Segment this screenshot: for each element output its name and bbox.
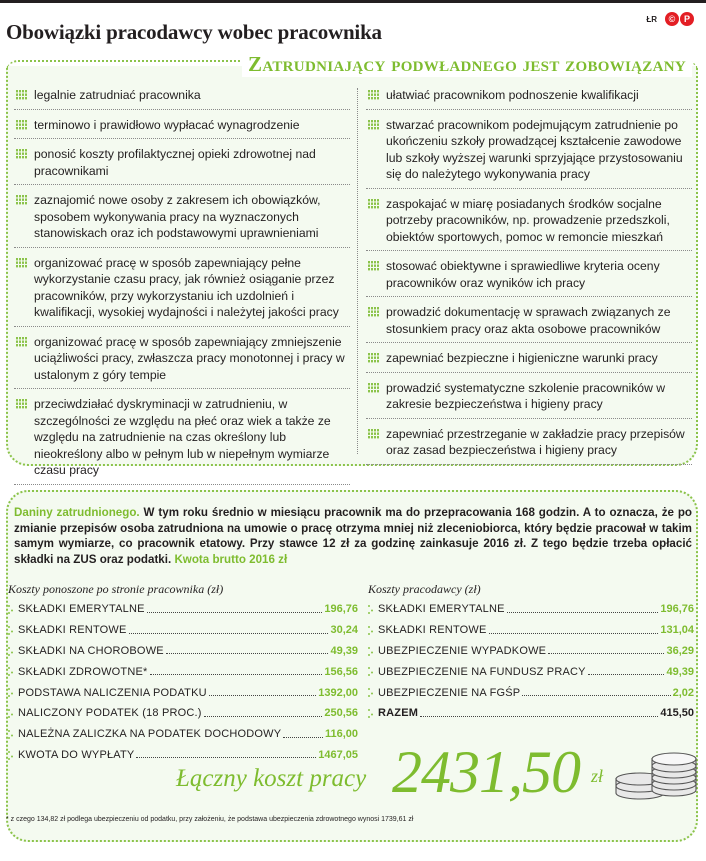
grid-bullet-icon [368,353,380,363]
employee-costs-rows [8,599,358,765]
total-cost-unit: zł [591,766,604,786]
cost-value: 2,02 [672,686,694,699]
employer-costs-heading: Koszty pracodawcy (zł) [368,582,481,596]
grid-bullet-icon [16,90,28,100]
grid-bullet-icon [16,258,28,268]
duties-left-column [14,86,350,485]
duty-text: terminowo i prawidłowo wypłacać wynagrodzenie [34,117,300,132]
grid-bullet-icon [16,120,28,130]
duty-text: prowadzić systematyczne szkolenie pracowników w zakresie bezpieczeństwa i higieny pracy [386,380,666,411]
grid-bullet-icon [16,195,28,205]
costs-note [14,505,692,567]
grid-bullet-icon [16,149,28,159]
duty-item [366,303,692,343]
duty-text: ponosić koszty profilaktycznej opieki zdrowotnej nad pracownikami [34,147,316,178]
duty-text: stosować obiektywne i sprawiedliwe kryteria oceny pracowników oraz wyników ich pracy [386,259,660,290]
cost-value: 1467,05 [318,748,358,761]
cost-value: 49,39 [666,665,694,678]
duty-text: przeciwdziałać dyskryminacji w zatrudnieniu, w szczególności ze względu na płeć oraz wiek a także ze względu na zatrudnienie na czas określony lub nieokreślony albo w pełnym lub w niepełnym wymiarze czasu pracy [34,397,331,477]
duty-text: zapewniać bezpieczne i higieniczne warunki pracy [386,351,658,365]
grid-bullet-icon [368,429,380,439]
duties-right-column [366,86,692,465]
duty-text: prowadzić dokumentację w sprawach związanych ze stosunkiem pracy oraz akta osobowe pracowników [386,305,671,336]
credit-initials: ŁR [646,14,657,24]
duty-item [366,195,692,252]
total-cost-value: 2431,50 [392,739,580,805]
dotted-arrow-bullet-icon [368,709,375,718]
cost-value: 156,56 [324,665,358,678]
duty-item [14,86,350,110]
duties-heading: Zatrudniający podwładnego jest zobowiązany [242,52,692,77]
dot-leader [147,612,323,613]
duty-item [366,257,692,297]
note-body: W tym roku średnio w miesiącu pracownik ma do przepracowania 168 godzin. A to oznacza, że po zmianie przepisów osoba zatrudniona na umowie o pracę otrzyma mniej niż zleceniobiorca, który będzie pracował w takim samym wymiarze, co pracownik etatowy. Przy stawce 12 zł za godzinę zainkasuje 2016 zł. Z tego będzie trzeba opłacić składki na ZUS oraz podatki. [14,506,692,566]
cost-value: 36,29 [666,644,694,657]
cost-label: UBEZPIECZENIE NA FUNDUSZ PRACY [378,665,586,678]
logo-letter-c: © [665,12,679,26]
grid-bullet-icon [368,199,380,209]
dotted-arrow-bullet-icon [8,730,15,739]
dot-leader [588,674,665,675]
cost-row [368,599,694,620]
employee-costs-table [8,582,358,765]
cost-label: SKŁADKI EMERYTALNE [18,603,145,616]
dotted-arrow-bullet-icon [368,667,375,676]
cost-row [8,703,358,724]
dotted-arrow-bullet-icon [368,626,375,635]
duty-item [14,145,350,185]
total-cost-label: Łączny koszt pracy [176,765,367,792]
dotted-arrow-bullet-icon [8,605,15,614]
cost-row [368,620,694,641]
grid-bullet-icon [368,261,380,271]
cost-row [368,703,694,724]
cost-value: 250,56 [324,707,358,720]
grid-bullet-icon [16,337,28,347]
cost-label: UBEZPIECZENIE WYPADKOWE [378,644,547,657]
note-lead: Daniny zatrudnionego. [14,506,140,519]
dot-leader [166,653,329,654]
duty-text: organizować pracę w sposób zapewniający zmniejszenie uciążliwości pracy, zwłaszcza pracy monotonnej i pracy w ustalonym z góry tempie [34,334,345,382]
cost-label: NALEŻNA ZALICZKA NA PODATEK DOCHODOWY [18,728,282,741]
employee-costs-heading: Koszty ponoszone po stronie pracownika (zł) [8,582,224,596]
cost-label: NALICZONY PODATEK (18 PROC.) [18,707,202,720]
cost-value: 196,76 [324,603,358,616]
duty-item [14,191,350,248]
cost-row [8,661,358,682]
page-title: Obowiązki pracodawcy wobec pracownika [6,20,382,44]
column-divider [357,88,358,454]
dotted-arrow-bullet-icon [8,647,15,656]
dot-leader [204,716,323,717]
top-rule [0,0,706,3]
cost-row [368,682,694,703]
duty-item [366,425,692,465]
footnote: * z czego 134,82 zł podlega ubezpieczeniu od podatku, przy założeniu, że podstawa ubezpieczenia zdrowotnego wynosi 1739,61 zł [6,816,414,823]
dotted-arrow-bullet-icon [8,626,15,635]
cost-value: 415,50 [660,707,694,720]
duty-item [14,333,350,390]
duty-text: zaznajomić nowe osoby z zakresem ich obowiązków, sposobem wykonywania pracy na wyznaczonych stanowiskach oraz ich podstawowymi uprawnieniami [34,193,321,240]
duty-item [366,86,692,110]
cost-value: 131,04 [660,624,694,637]
duty-item [14,254,350,327]
cost-value: 116,00 [324,728,358,741]
dot-leader [522,695,670,696]
dotted-arrow-bullet-icon [368,605,375,614]
employer-costs-rows [368,599,694,724]
publisher-logo [665,12,694,26]
duty-text: stwarzać pracownikom podejmującym zatrudnienie po ukończeniu szkoły prowadzącej kształcenie zawodowe lub szkoły wyższej warunki sprzyjające przystosowaniu się do należytego wykonywania pracy [386,117,683,181]
cost-value: 30,24 [330,624,358,637]
dot-leader [507,612,659,613]
cost-label: SKŁADKI RENTOWE [378,624,487,637]
cost-label: PODSTAWA NALICZENIA PODATKU [18,686,207,699]
cost-label: KWOTA DO WYPŁATY [18,748,135,761]
dot-leader [136,757,316,758]
dot-leader [489,633,659,634]
logo-letter-p: P [680,12,694,26]
duty-text: organizować pracę w sposób zapewniający pełne wykorzystanie czasu pracy, jak również osiąganie przez pracowników, przy wykorzystaniu ich uzdolnień i kwalifikacji, wysokiej wydajności i należytej jakości pracy [34,255,339,319]
dot-leader [150,674,323,675]
cost-label: SKŁADKI ZDROWOTNE* [18,665,148,678]
dotted-arrow-bullet-icon [368,688,375,697]
employer-costs-table [368,582,694,724]
cost-row [8,620,358,641]
duty-item [366,379,692,419]
dot-leader [548,653,664,654]
duty-item [14,116,350,140]
duty-item [14,395,350,485]
cost-row [368,661,694,682]
grid-bullet-icon [368,383,380,393]
cost-value: 1392,00 [318,686,358,699]
dotted-arrow-bullet-icon [8,667,15,676]
dotted-arrow-bullet-icon [8,709,15,718]
dot-leader [420,716,658,717]
cost-label: RAZEM [378,707,419,720]
coin-stack-icon [612,738,700,800]
cost-row [8,599,358,620]
cost-row [8,724,358,745]
dot-leader [129,633,329,634]
duty-text: legalnie zatrudniać pracownika [34,88,201,102]
duty-text: ułatwiać pracownikom podnoszenie kwalifikacji [386,88,639,102]
cost-row [8,641,358,662]
duty-item [366,349,692,373]
note-tail: Kwota brutto 2016 zł [174,552,288,566]
cost-label: SKŁADKI NA CHOROBOWE [18,644,164,657]
cost-label: SKŁADKI EMERYTALNE [378,603,505,616]
dot-leader [283,737,323,738]
credits [646,12,694,26]
cost-label: UBEZPIECZENIE NA FGŚP [378,686,521,699]
cost-row [8,682,358,703]
dotted-arrow-bullet-icon [368,647,375,656]
cost-row [368,641,694,662]
duty-item [366,116,692,189]
dotted-arrow-bullet-icon [8,688,15,697]
grid-bullet-icon [368,120,380,130]
grid-bullet-icon [16,399,28,409]
cost-value: 49,39 [330,644,358,657]
duty-text: zaspokajać w miarę posiadanych środków socjalne potrzeby pracowników, np. prowadzenie przedszkoli, obiektów sportowych, pomoc w remoncie mieszkań [386,196,670,244]
dotted-arrow-bullet-icon [8,751,15,760]
cost-row [8,745,358,766]
duty-text: zapewniać przestrzeganie w zakładzie pracy przepisów oraz zasad bezpieczeństwa i higieny pracy [386,426,685,457]
grid-bullet-icon [368,307,380,317]
grid-bullet-icon [368,90,380,100]
dot-leader [209,695,316,696]
cost-value: 196,76 [660,603,694,616]
cost-label: SKŁADKI RENTOWE [18,624,127,637]
